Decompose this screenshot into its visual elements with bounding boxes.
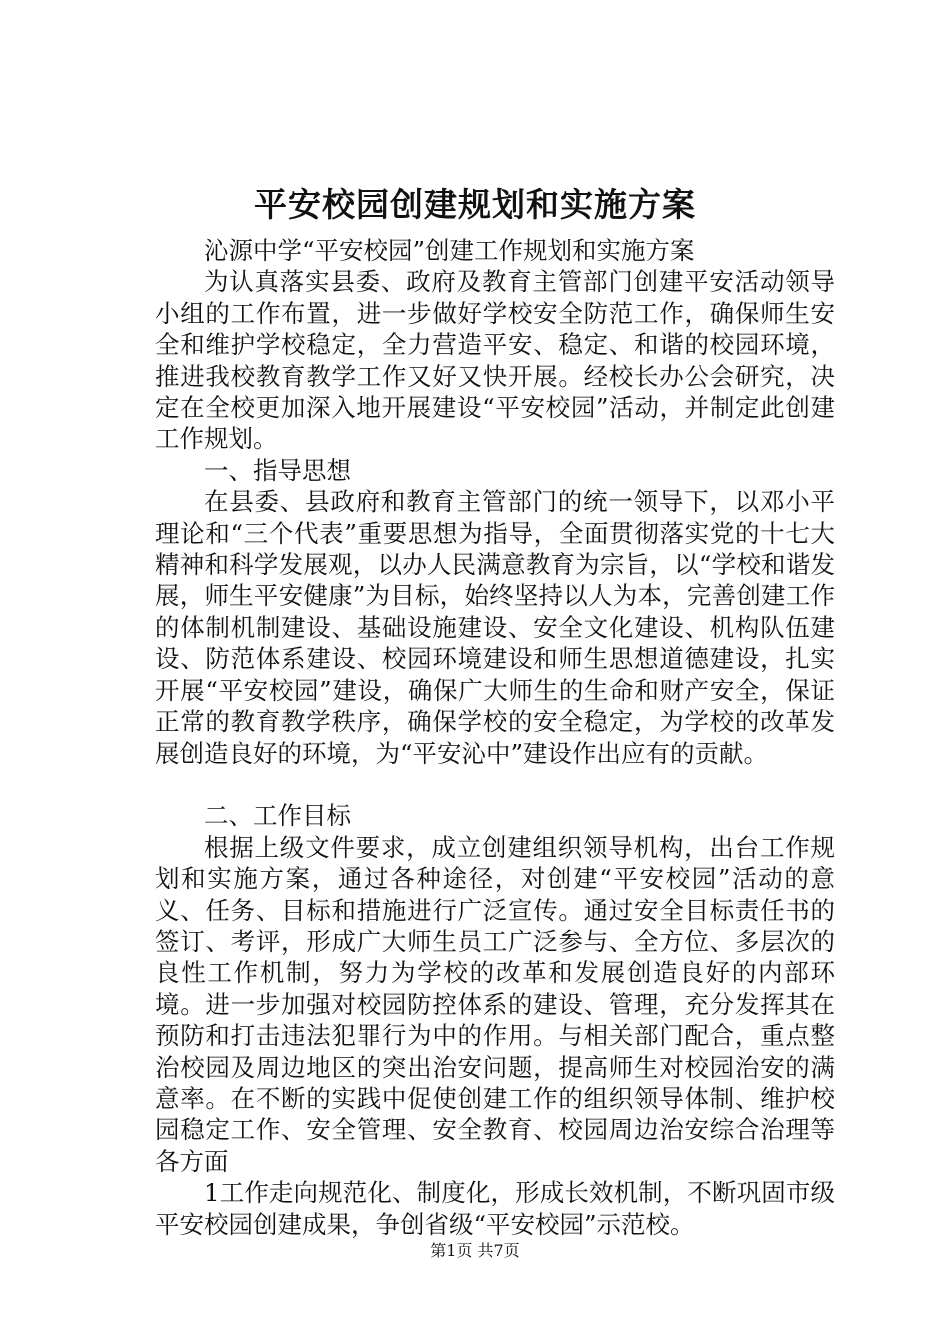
document-title: 平安校园创建规划和实施方案 [254,185,696,224]
section-heading-work-goals: 二、工作目标 [204,801,351,831]
intro-paragraph: 为认真落实县委、政府及教育主管部门创建平安活动领导小组的工作布置，进一步做好学校安全防范工作，确保师生安全和维护学校稳定，全力营造平安、稳定、和谐的校园环境，推进我校教育教学工作又好又快开展。经校长办公会研究，决定在全校更加深入地开展建设“平安校园”活动，并制定此创建工作规划。 [155,267,835,454]
document-body [155,235,835,1240]
guiding-ideology-paragraph: 在县委、县政府和教育主管部门的统一领导下，以邓小平理论和“三个代表”重要思想为指导，全面贯彻落实党的十七大精神和科学发展观，以办人民满意教育为宗旨，以“学校和谐发展，师生平安健康”为目标，始终坚持以人为本，完善创建工作的体制机制建设、基础设施建设、安全文化建设、机构队伍建设、防范体系建设、校园环境建设和师生思想道德建设，扎实开展“平安校园”建设，确保广大师生的生命和财产安全，保证正常的教育教学秩序，确保学校的安全稳定，为学校的改革发展创造良好的环境，为“平安沁中”建设作出应有的贡献。 [155,487,835,768]
subtitle-paragraph: 沁源中学“平安校园”创建工作规划和实施方案 [204,236,695,265]
work-goals-continuation-paragraph: 1工作走向规范化、制度化，形成长效机制，不断巩固市级平安校园创建成果，争创省级“平安校园”示范校。 [155,1178,835,1239]
page-number-footer: 第1页 共7页 [430,1241,520,1260]
work-goals-paragraph: 根据上级文件要求，成立创建组织领导机构，出台工作规划和实施方案，通过各种途径，对创建“平安校园”活动的意义、任务、目标和措施进行广泛宣传。通过安全目标责任书的签订、考评，形成广大师生员工广泛参与、全方位、多层次的良性工作机制，努力为学校的改革和发展创造良好的内部环境。进一步加强对校园防控体系的建设、管理，充分发挥其在预防和打击违法犯罪行为中的作用。与相关部门配合，重点整治校园及周边地区的突出治安问题，提高师生对校园治安的满意率。在不断的实践中促使创建工作的组织领导体制、维护校园稳定工作、安全管理、安全教育、校园周边治安综合治理等各方面 [155,832,835,1176]
section-heading-guiding-ideology: 一、指导思想 [204,455,351,485]
